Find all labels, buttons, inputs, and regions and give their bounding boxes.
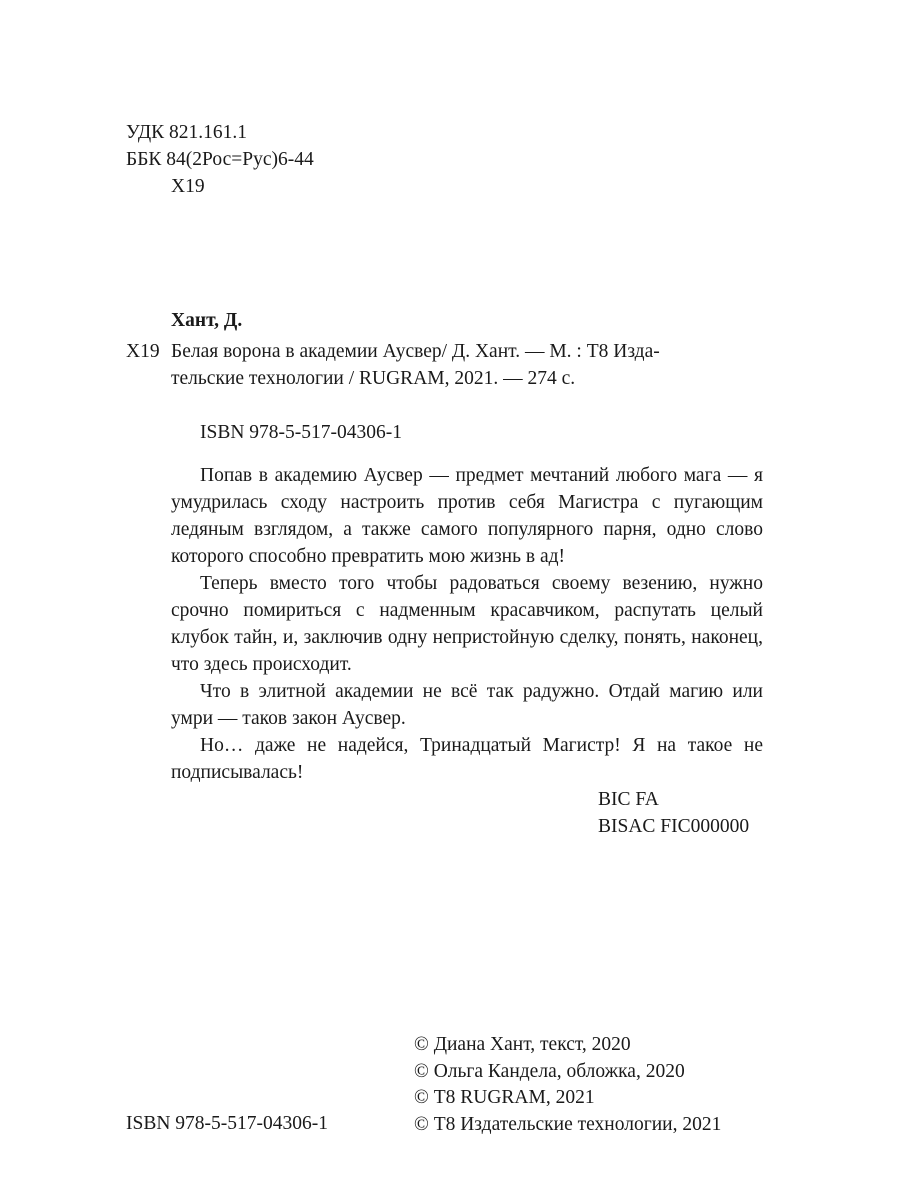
subject-codes — [598, 788, 749, 842]
isbn-footer: ISBN 978-5-517-04306-1 — [126, 1113, 329, 1134]
bisac-code: BISAC FIC000000 — [598, 816, 750, 837]
bic-code: BIC FA — [598, 789, 659, 810]
annotation-paragraph: Но… даже не надейся, Тринадцатый Магистр! Я на такое не подписывалась! — [171, 735, 763, 783]
bibliographic-line-2: тельские технологии / RUGRAM, 2021. — 274 с. — [171, 368, 576, 389]
author-name: Хант, Д. — [171, 310, 243, 331]
bbk-code: ББК 84(2Рос=Рус)6-44 — [126, 149, 314, 170]
annotation-paragraph: Что в элитной академии не всё так радужно. Отдай магию или умри — таков закон Аусвер. — [171, 681, 763, 729]
udk-code: УДК 821.161.1 — [126, 122, 248, 143]
bibliographic-line-1: Белая ворона в академии Аусвер/ Д. Хант. — М. : Т8 Изда- — [171, 341, 660, 362]
isbn-record: ISBN 978-5-517-04306-1 — [200, 422, 403, 443]
copyright-line: © Т8 Издательские технологии, 2021 — [414, 1113, 722, 1135]
annotation-paragraph: Попав в академию Аусвер — предмет мечтаний любого мага — я умудрилась сходу настроить против себя Магистра с пугающим ледяным взглядом, а также самого популярного парня, одно слово которого способно превратить мою жизнь в ад! — [171, 465, 763, 567]
annotation — [171, 462, 763, 786]
copyright-line: © Ольга Кандела, обложка, 2020 — [414, 1060, 685, 1082]
copyright-line: © Диана Хант, текст, 2020 — [414, 1034, 631, 1055]
copyright-block — [414, 1033, 721, 1139]
annotation-paragraph: Теперь вместо того чтобы радоваться своему везению, нужно срочно помириться с надменным красавчиком, распутать целый клубок тайн, и, заключив одну непристойную сделку, понять, наконец, что здесь происходит. — [171, 573, 763, 675]
classification-block — [126, 121, 314, 202]
catalog-code: Х19 — [126, 341, 160, 362]
copyright-line: © Т8 RUGRAM, 2021 — [414, 1087, 595, 1108]
author-mark: Х19 — [171, 176, 205, 197]
